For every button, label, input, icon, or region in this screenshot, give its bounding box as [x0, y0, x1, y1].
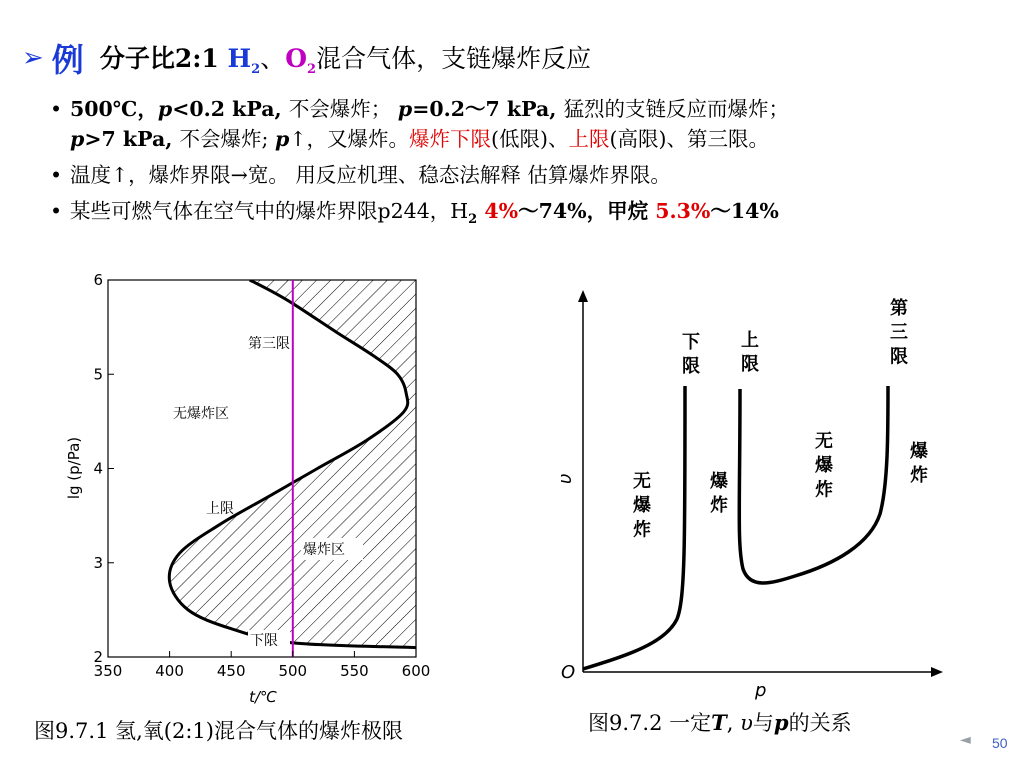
lower-limit-highlight: 爆炸下限	[409, 127, 492, 151]
rate-curve-upper	[739, 386, 888, 583]
bullet-list	[50, 94, 1010, 241]
upper-limit-label: 上限	[206, 501, 234, 517]
slide-title	[22, 34, 591, 82]
x-tick-label: 450	[216, 662, 246, 680]
x-tick-label: 500	[278, 662, 308, 680]
y-tick-label: 2	[93, 648, 103, 666]
no-explosion-vlabel-2: 无爆炸	[815, 430, 833, 501]
x-axis-label: t/℃	[249, 688, 277, 706]
arrow-bullet-icon: ➢	[22, 43, 44, 73]
x-axis-label: p	[755, 680, 767, 701]
upper-limit-highlight: 上限	[568, 127, 610, 151]
x-axis-arrow-icon	[931, 667, 943, 677]
explosion-vlabel-2: 爆炸	[910, 440, 928, 487]
figure-caption-1: 图9.7.1 氢,氧(2:1)混合气体的爆炸极限	[34, 719, 403, 743]
no-explosion-vlabel-1: 无爆炸	[633, 470, 651, 541]
explosion-limit-chart	[65, 268, 438, 713]
y-tick-label: 3	[93, 553, 103, 572]
third-limit-label: 第三限	[248, 336, 290, 352]
x-tick-label: 400	[155, 662, 184, 680]
explosion-region-label: 爆炸区	[303, 542, 345, 558]
x-tick-label: 600	[401, 662, 431, 680]
lower-limit-vlabel: 下限	[682, 331, 700, 378]
y-tick-label: 4	[93, 459, 103, 478]
title-text: 分子比2:1 $H_2$、$O_2$混合气体，支链爆炸反应	[99, 44, 592, 77]
y-axis-arrow-icon	[578, 290, 588, 302]
y-tick-label: 6	[93, 271, 103, 289]
x-tick-label: 550	[340, 662, 369, 680]
bullet-item-3: • 某些可燃气体在空气中的爆炸界限p244，$H_2$ 4%～74%，甲烷 5.3%～14%	[50, 199, 779, 228]
lower-limit-label: 下限	[250, 633, 278, 649]
x-axis-ticks	[94, 651, 431, 680]
title-example-label: 例	[51, 41, 84, 79]
y-tick-label: 5	[93, 365, 103, 384]
bullet-item-1: • 500℃，p<0.2 kPa, 不会爆炸； p=0.2～7 kPa, 猛烈的支链反应而爆炸； p>7 kPa, 不会爆炸; p↑，又爆炸。爆炸下限(低限)、上限(高限)、第三限。	[50, 94, 1010, 154]
upper-limit-vlabel: 上限	[741, 329, 759, 376]
previous-slide-icon[interactable]: ◄	[960, 732, 971, 748]
origin-label: O	[561, 662, 576, 683]
explosion-vlabel-1: 爆炸	[710, 470, 728, 517]
y-axis-label: υ	[555, 473, 576, 484]
x-tick-label: 350	[93, 662, 123, 680]
third-limit-vlabel: 第三限	[890, 297, 908, 368]
bullet-item-2: • 温度↑，爆炸界限→宽。 用反应机理、稳态法解释 估算爆炸界限。	[50, 163, 671, 187]
no-explosion-region-label: 无爆炸区	[173, 406, 229, 422]
figure-caption-2: 图9.7.2 一定T, υ与p的关系	[588, 710, 852, 735]
bullet-dot: •	[50, 97, 63, 121]
y-axis-label: lg (p/Pa)	[65, 436, 83, 500]
rate-pressure-chart	[555, 284, 950, 701]
y-axis-ticks	[93, 271, 114, 666]
page-number: 50	[992, 735, 1008, 751]
